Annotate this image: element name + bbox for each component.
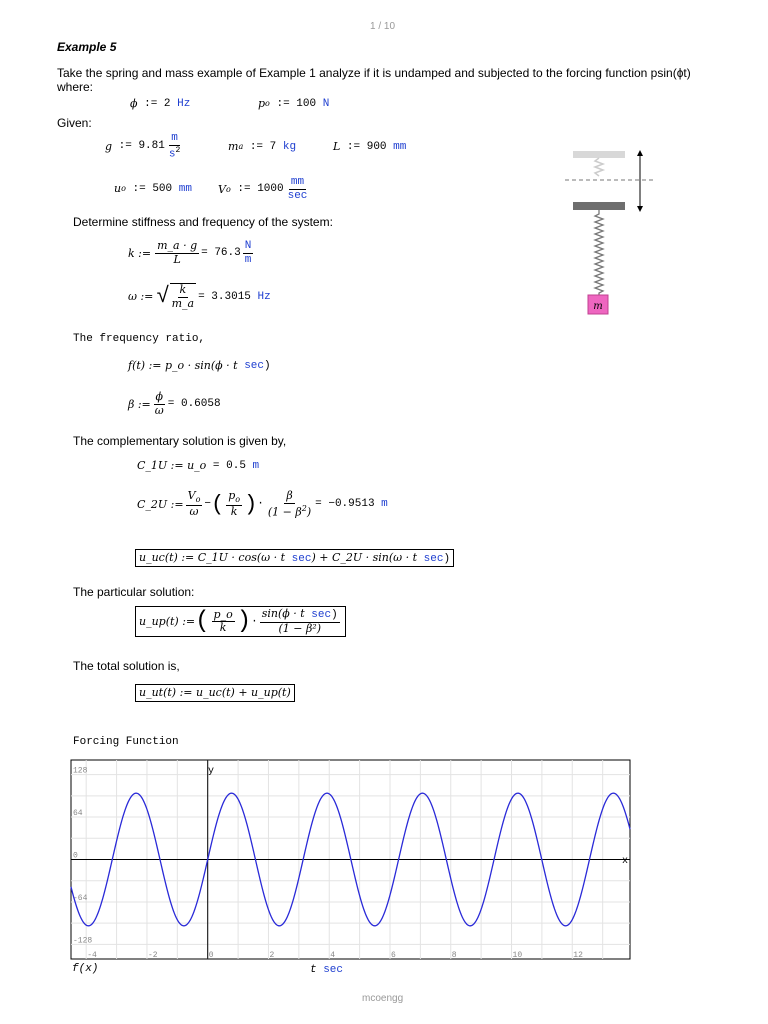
po-unit: N <box>322 97 330 110</box>
uuc-text2: ) + C_2U · sin(ω · t <box>311 551 418 564</box>
x-tick-label: 2 <box>269 951 275 960</box>
k-result: = 76.3 <box>201 247 241 260</box>
k-den: L <box>173 252 181 266</box>
support-plate <box>573 202 625 210</box>
plot-title: Forcing Function <box>73 736 179 748</box>
c2u-result: = −0.9513 <box>315 498 375 511</box>
po-definition <box>258 97 329 110</box>
ghost-top-plate <box>573 151 625 158</box>
arrow-head-up <box>637 150 643 156</box>
x-tick-label: 10 <box>512 951 523 960</box>
uup-equation <box>135 606 346 637</box>
L-definition <box>333 140 406 153</box>
uup-sin-frac <box>260 608 340 635</box>
spring <box>595 210 603 297</box>
omega-equation <box>128 283 271 310</box>
ma-symbol: m <box>228 140 239 153</box>
c1u-equation <box>137 459 259 472</box>
f-equation <box>128 359 271 372</box>
Vo-unit <box>286 176 310 202</box>
uut-text: u_ut(t) := u_uc(t) + u_up(t) <box>139 686 291 699</box>
g-definition <box>105 132 184 161</box>
x-label-unit: sec <box>323 964 344 976</box>
c2u-equation <box>137 490 388 519</box>
y-tick-label: 128 <box>73 766 88 776</box>
ma-sub: a <box>238 142 244 151</box>
ghost-spring <box>595 158 603 176</box>
x-tick-label: 0 <box>208 951 214 960</box>
x-label-var: t <box>310 964 324 976</box>
uut-equation <box>135 684 295 702</box>
y-tick-label: -128 <box>73 936 93 946</box>
x-tick-label: -4 <box>87 951 97 960</box>
po-assign: := 100 <box>276 97 317 110</box>
omega-rad-num: k <box>179 283 187 296</box>
c1u-unit: m <box>252 459 260 472</box>
c2u-dot: · <box>257 498 264 511</box>
uup-dot: · <box>251 615 258 628</box>
example-title: Example 5 <box>57 40 117 54</box>
Vo-unit-den: sec <box>287 189 308 202</box>
omega-lhs: ω := <box>128 290 154 304</box>
uup-paren-open: ( <box>195 608 210 636</box>
footer-brand: mcoengg <box>362 993 404 1004</box>
c2u-po: $p_o$ <box>228 489 241 505</box>
uuc-unit1: sec <box>291 553 312 565</box>
g-unit-num: m <box>171 132 178 144</box>
c2u-minus: − <box>204 498 211 511</box>
g-symbol: g <box>105 139 113 153</box>
c2u-vo-omega <box>186 490 203 518</box>
uo-sub: o <box>121 184 126 193</box>
frequency-ratio-label: The frequency ratio, <box>73 333 206 345</box>
ma-unit: kg <box>282 140 297 153</box>
arrow-head-down <box>637 206 643 212</box>
uup-k: k <box>219 621 227 635</box>
k-unit <box>243 240 254 266</box>
beta-equation <box>128 391 221 417</box>
phi-unit: Hz <box>177 97 191 110</box>
uo-unit: mm <box>178 182 192 195</box>
y-tick-label: 0 <box>73 851 78 861</box>
k-lhs: k := <box>128 246 152 260</box>
y-tick-label: 64 <box>73 809 83 819</box>
k-fraction <box>155 240 199 266</box>
mass-label: m <box>593 301 603 312</box>
phi-symbol: ϕ <box>130 97 138 110</box>
y-tick-label: -64 <box>73 893 88 903</box>
x-tick-label: 8 <box>451 951 457 960</box>
c2u-beta-frac <box>266 490 313 519</box>
g-unit <box>167 132 182 161</box>
f-unit: sec <box>244 359 265 372</box>
k-num: m_a · g <box>157 239 198 252</box>
x-tick-label: 6 <box>390 951 396 960</box>
c2u-paren-close: ) <box>244 491 258 517</box>
c2u-k: k <box>230 504 238 518</box>
k-unit-den: m <box>244 253 252 266</box>
determine-label: Determine stiffness and frequency of the system: <box>73 215 333 229</box>
f-lhs: f(t) := p_o · sin(ϕ · t <box>128 359 238 372</box>
omega-unit: Hz <box>257 290 271 303</box>
c2u-beta: β <box>286 489 293 502</box>
complementary-label: The complementary solution is given by, <box>73 434 287 448</box>
Vo-unit-num: mm <box>290 176 305 188</box>
Vo-sub: o <box>225 184 231 194</box>
omega-rad-den: m_a <box>171 296 195 310</box>
y-axis-name: y <box>208 766 215 777</box>
page-indicator: 1 / 10 <box>370 21 396 32</box>
Vo-symbol: V <box>218 182 226 196</box>
intro-text: Take the spring and mass example of Example 1 analyze if it is undamped and subjected to the forcing function psin(ϕt) where: <box>57 66 691 94</box>
uup-paren-close: ) <box>236 608 252 636</box>
L-symbol: L <box>333 140 341 153</box>
ma-assign: := 7 <box>249 140 277 153</box>
L-assign: := 900 <box>346 140 387 153</box>
given-label: Given: <box>57 116 92 130</box>
phi-definition <box>130 97 190 110</box>
c2u-po-k <box>226 490 242 518</box>
beta-den: ω <box>154 403 164 417</box>
g-assign: := 9.81 <box>118 140 165 153</box>
uuc-text3: ) <box>443 553 451 565</box>
L-unit: mm <box>393 140 407 153</box>
uup-sin: sin(ϕ · t <box>261 607 305 620</box>
sqrt-sign: √ <box>156 284 170 310</box>
c2u-vo: $V_o$ <box>187 489 201 505</box>
c1u-lhs: C_1U := u_o <box>137 459 207 472</box>
Vo-definition <box>218 176 311 202</box>
beta-lhs: β := <box>128 397 151 411</box>
particular-label: The particular solution: <box>73 585 195 599</box>
c2u-paren-open: ( <box>211 491 225 517</box>
total-label: The total solution is, <box>73 659 180 673</box>
c2u-unit: m <box>381 498 388 511</box>
y-axis-label: f(x) <box>72 963 99 975</box>
beta-result: = 0.6058 <box>167 398 221 411</box>
c1u-result: = 0.5 <box>212 459 246 472</box>
f-close: ) <box>264 359 271 372</box>
uup-po-k <box>212 609 235 635</box>
uuc-unit2: sec <box>423 553 444 565</box>
beta-num: ϕ <box>155 390 164 403</box>
spring-mass-diagram <box>565 140 665 320</box>
phi-assign: := 2 <box>144 97 171 110</box>
k-unit-num: N <box>244 240 252 252</box>
x-axis-label <box>310 964 343 976</box>
uuc-text1: u_uc(t) := C_1U · cos(ω · t <box>139 551 286 564</box>
Vo-assign: := 1000 <box>237 183 284 196</box>
omega-result: = 3.3015 <box>198 290 251 303</box>
ma-definition <box>228 140 296 153</box>
c2u-omega: ω <box>189 504 199 518</box>
omega-radicand <box>170 283 197 310</box>
uo-assign: := 500 <box>132 182 173 195</box>
uup-lhs: u_up(t) := <box>139 615 196 629</box>
x-tick-label: 4 <box>330 951 336 960</box>
g-unit-exp: 2 <box>175 145 181 155</box>
uo-definition <box>114 182 192 195</box>
x-tick-label: 12 <box>573 951 583 960</box>
c2u-lhs: C_2U := <box>137 497 184 511</box>
uup-sin-num: sin(ϕ · t sec) <box>261 607 338 621</box>
x-tick-label: -2 <box>147 951 158 960</box>
uup-den: (1 − β²) <box>278 621 321 635</box>
po-symbol: p <box>258 97 266 110</box>
g-unit-den: s <box>168 148 176 161</box>
x-axis-name: x <box>622 856 629 867</box>
uup-unit: sec <box>311 609 332 621</box>
uup-po: p_o <box>213 607 233 621</box>
forcing-function-chart <box>60 752 640 982</box>
c2u-one-minus: $(1 - \beta^2)$ <box>267 503 312 519</box>
uuc-equation <box>135 549 454 567</box>
k-equation <box>128 240 255 266</box>
uo-symbol: u <box>114 182 122 195</box>
beta-fraction <box>153 391 166 417</box>
po-sub: o <box>265 99 270 108</box>
